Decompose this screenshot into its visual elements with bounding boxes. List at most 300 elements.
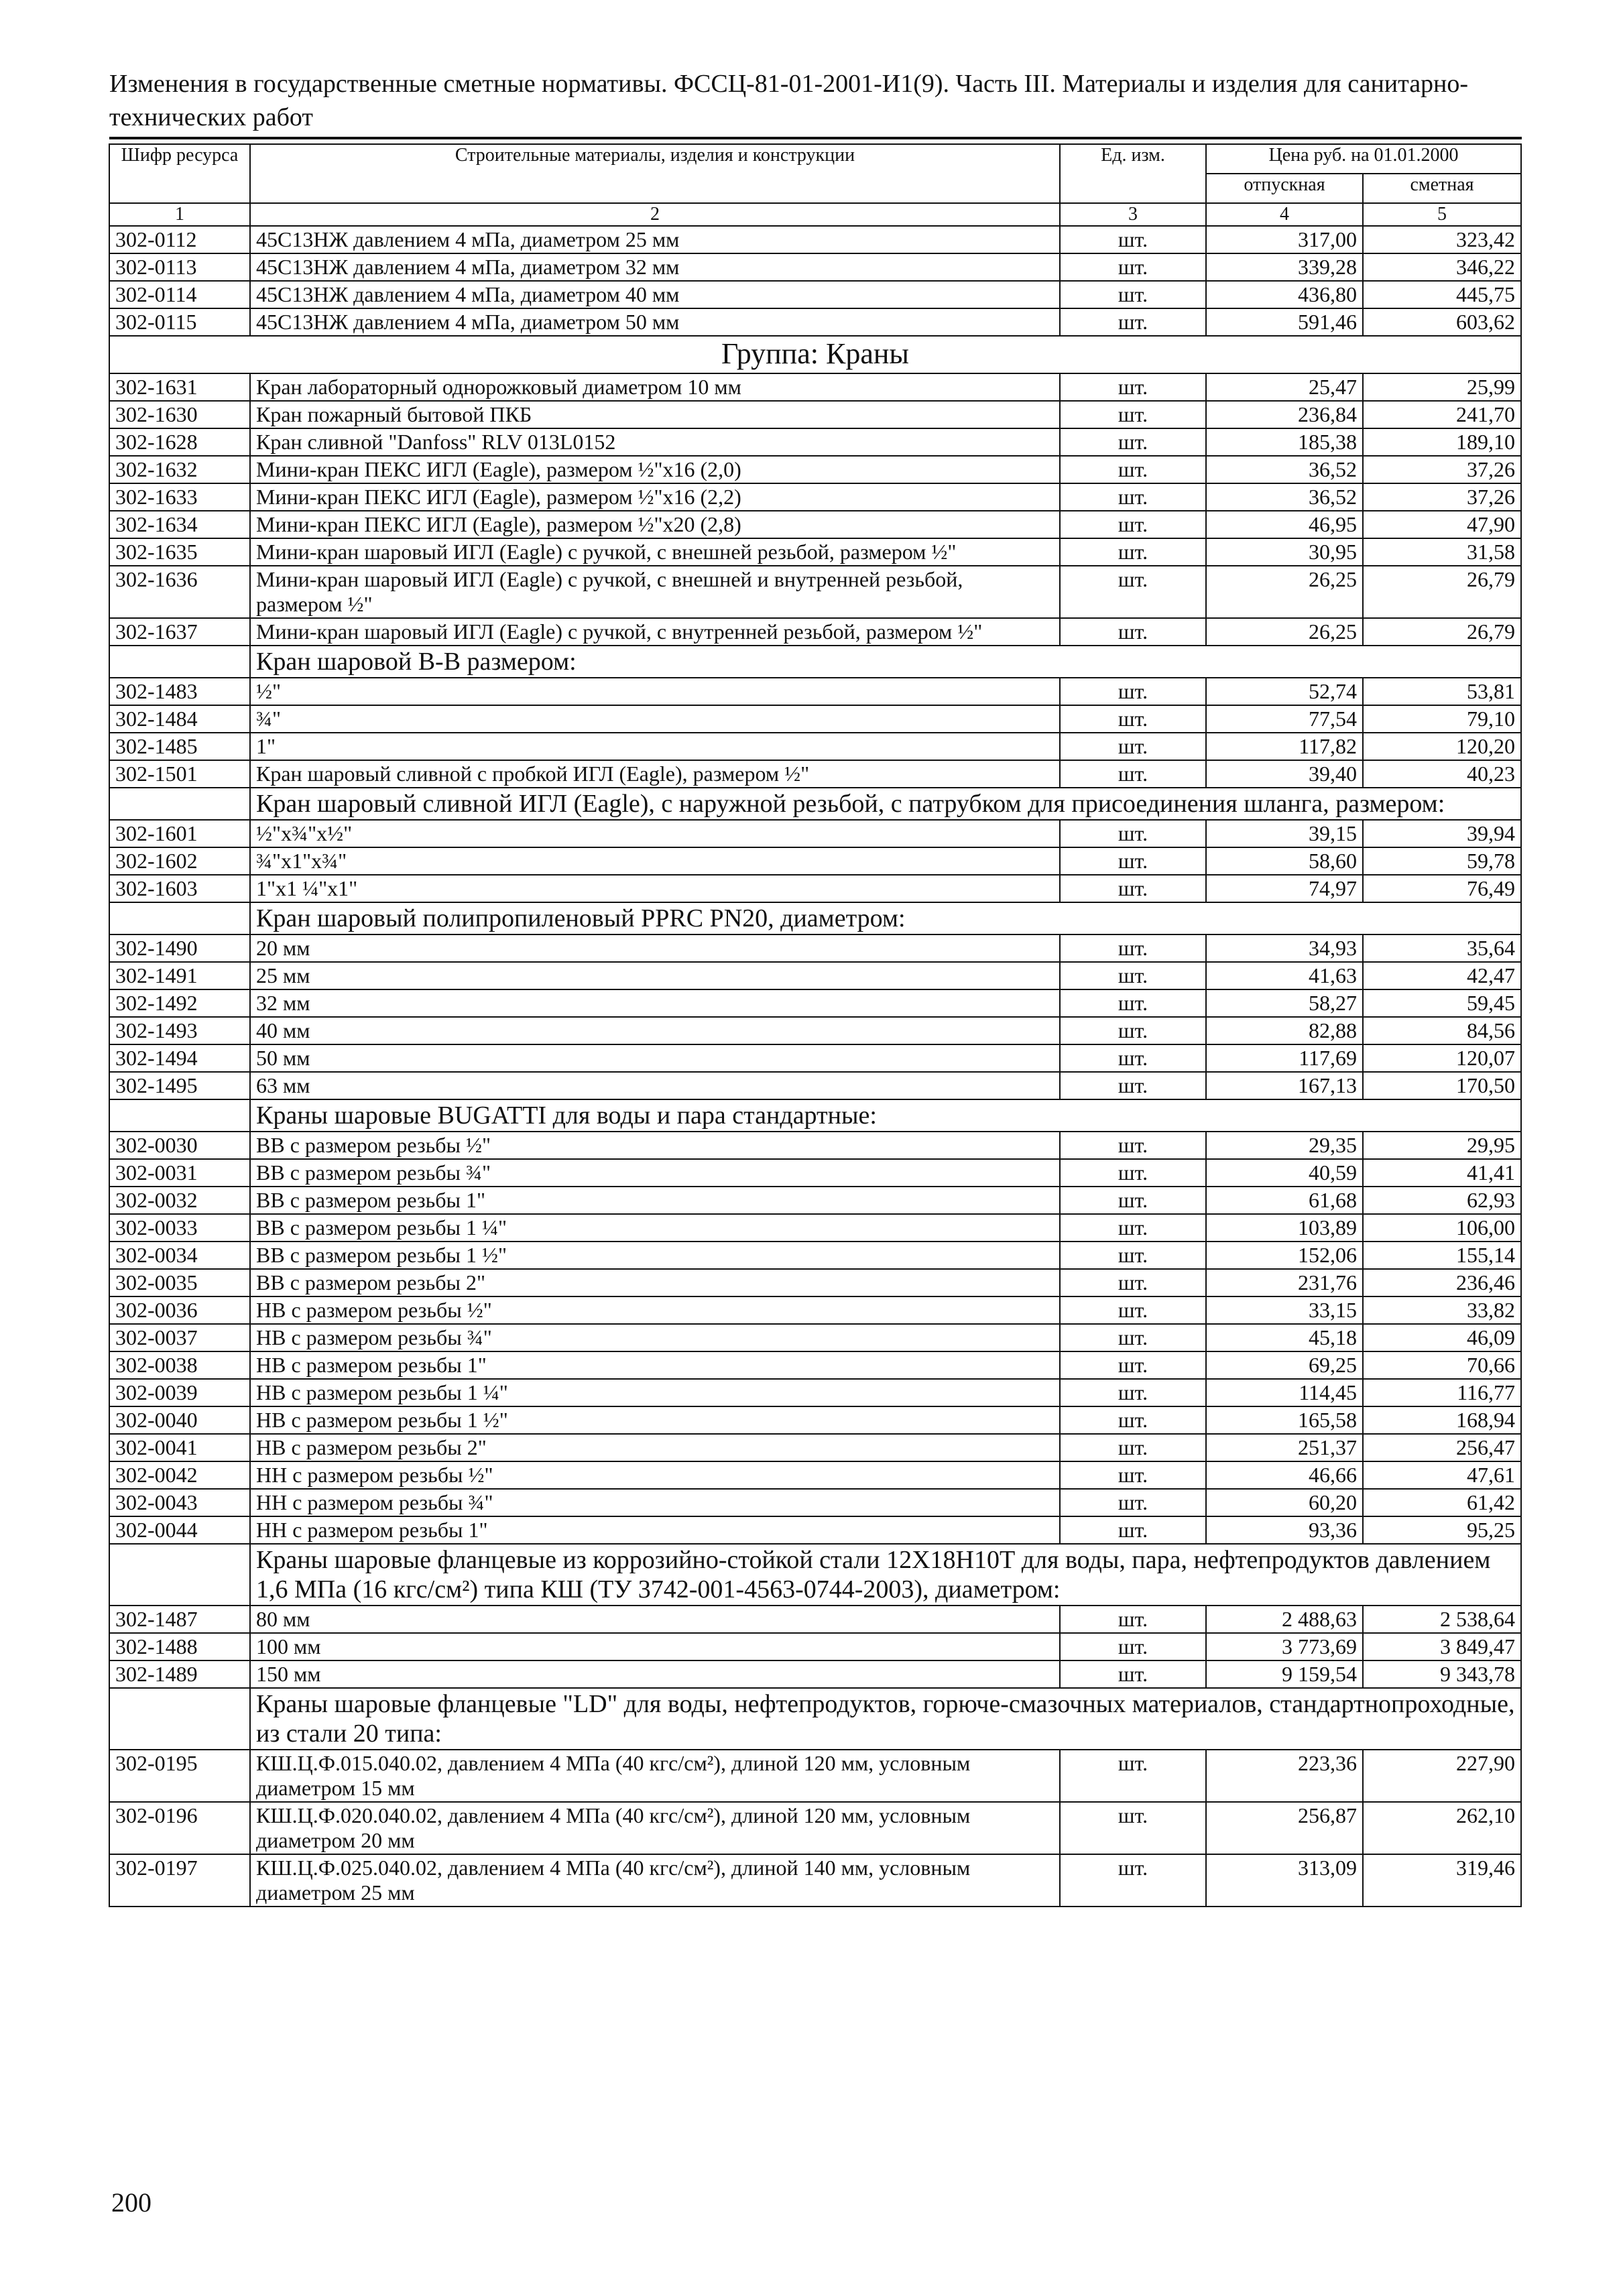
estimate-price-cell: 319,46 [1363,1854,1521,1907]
estimate-price-cell: 37,26 [1363,456,1521,483]
estimate-price-cell: 189,10 [1363,428,1521,456]
material-name-cell: НВ с размером резьбы ½" [250,1296,1060,1324]
material-name-cell: НВ с размером резьбы ¾" [250,1324,1060,1351]
release-price-cell: 9 159,54 [1206,1660,1363,1688]
estimate-price-cell: 120,20 [1363,733,1521,760]
table-row [109,1351,1521,1379]
resource-code-cell: 302-0037 [109,1324,250,1351]
table-row [109,1854,1521,1907]
section-subheading: Кран шаровый сливной ИГЛ (Eagle), с наружной резьбой, с патрубком для присоединения шланга, размером: [250,788,1521,820]
resource-code-cell: 302-1490 [109,934,250,962]
unit-cell: шт. [1060,511,1206,538]
material-name-cell: НН с размером резьбы ½" [250,1461,1060,1489]
resource-code-cell: 302-0113 [109,253,250,281]
table-body [109,678,1521,788]
estimate-price-cell: 170,50 [1363,1072,1521,1099]
section-subheading: Кран шаровый полипропиленовый PPRC PN20, диаметром: [250,902,1521,934]
release-price-cell: 223,36 [1206,1750,1363,1802]
material-name-cell: 150 мм [250,1660,1060,1688]
table-body [109,1132,1521,1544]
release-price-cell: 436,80 [1206,281,1363,308]
unit-cell: шт. [1060,1750,1206,1802]
unit-cell: шт. [1060,875,1206,902]
release-price-cell: 74,97 [1206,875,1363,902]
material-name-cell: ½"х¾"х½" [250,820,1060,847]
material-name-cell: 1" [250,733,1060,760]
material-name-cell: 40 мм [250,1017,1060,1044]
section-subheading: Кран шаровой В-В размером: [250,646,1521,678]
table-row [109,618,1521,646]
section-spacer-cell [109,1099,250,1132]
release-price-cell: 58,60 [1206,847,1363,875]
release-price-cell: 313,09 [1206,1854,1363,1907]
table-row [109,1187,1521,1214]
header-rule [109,137,1522,139]
release-price-cell: 231,76 [1206,1269,1363,1296]
unit-cell: шт. [1060,1017,1206,1044]
estimate-price-cell: 155,14 [1363,1242,1521,1269]
material-name-cell: ВВ с размером резьбы ½" [250,1132,1060,1159]
release-price-cell: 45,18 [1206,1324,1363,1351]
resource-code-cell: 302-1635 [109,538,250,566]
page-header: Изменения в государственные сметные нормативы. ФССЦ-81-01-2001-И1(9). Часть III. Материалы и изделия для санитарно-технических работ [109,70,1469,131]
material-name-cell: Мини-кран ПЕКС ИГЛ (Eagle), размером ½"х20 (2,8) [250,511,1060,538]
table-row [109,308,1521,336]
table-row [109,1214,1521,1242]
estimate-price-cell: 42,47 [1363,962,1521,989]
release-price-cell: 46,95 [1206,511,1363,538]
table-row [109,1606,1521,1633]
resource-code-cell: 302-0039 [109,1379,250,1406]
release-price-cell: 26,25 [1206,566,1363,618]
estimate-price-cell: 346,22 [1363,253,1521,281]
resource-code-cell: 302-1495 [109,1072,250,1099]
group-title: Группа: Краны [109,336,1521,373]
unit-cell: шт. [1060,1187,1206,1214]
estimate-price-cell: 29,95 [1363,1132,1521,1159]
material-name-cell: 1"х1 ¼"х1" [250,875,1060,902]
table-row [109,1044,1521,1072]
release-price-cell: 40,59 [1206,1159,1363,1187]
release-price-cell: 29,35 [1206,1132,1363,1159]
release-price-cell: 46,66 [1206,1461,1363,1489]
unit-cell: шт. [1060,428,1206,456]
table-body [109,1606,1521,1688]
resource-code-cell: 302-0032 [109,1187,250,1214]
table-row [109,483,1521,511]
material-name-cell: НН с размером резьбы 1" [250,1516,1060,1544]
material-name-cell: Мини-кран шаровый ИГЛ (Eagle) с ручкой, с внутренней резьбой, размером ½" [250,618,1060,646]
estimate-price-cell: 47,61 [1363,1461,1521,1489]
table-row [109,1072,1521,1099]
resource-code-cell: 302-0040 [109,1406,250,1434]
material-name-cell: 45С13НЖ давлением 4 мПа, диаметром 40 мм [250,281,1060,308]
table-row [109,456,1521,483]
table-row [109,1516,1521,1544]
release-price-cell: 36,52 [1206,456,1363,483]
unit-cell: шт. [1060,705,1206,733]
estimate-price-cell: 61,42 [1363,1489,1521,1516]
table-row [109,226,1521,253]
resource-code-cell: 302-1628 [109,428,250,456]
col-header-release-price: отпускная [1206,174,1363,203]
table-body [109,1750,1521,1907]
material-name-cell: 50 мм [250,1044,1060,1072]
estimate-price-cell: 59,45 [1363,989,1521,1017]
table-row [109,1489,1521,1516]
resource-code-cell: 302-1494 [109,1044,250,1072]
resource-code-cell: 302-0041 [109,1434,250,1461]
release-price-cell: 61,68 [1206,1187,1363,1214]
material-name-cell: Мини-кран ПЕКС ИГЛ (Eagle), размером ½"х16 (2,0) [250,456,1060,483]
table-row [109,820,1521,847]
material-name-cell: ¾"х1"х¾" [250,847,1060,875]
resource-code-cell: 302-0042 [109,1461,250,1489]
estimate-price-cell: 41,41 [1363,1159,1521,1187]
table-row [109,875,1521,902]
release-price-cell: 117,82 [1206,733,1363,760]
unit-cell: шт. [1060,1072,1206,1099]
resource-code-cell: 302-0044 [109,1516,250,1544]
material-name-cell: 25 мм [250,962,1060,989]
table-body [109,820,1521,902]
unit-cell: шт. [1060,483,1206,511]
table-row [109,428,1521,456]
estimate-price-cell: 35,64 [1363,934,1521,962]
section-subheading: Краны шаровые фланцевые "LD" для воды, нефтепродуктов, горюче-смазочных материалов, стандартнопроходные, из стали 20 типа: [250,1688,1521,1750]
table-row [109,760,1521,788]
estimate-price-cell: 106,00 [1363,1214,1521,1242]
material-name-cell: ВВ с размером резьбы 1 ½" [250,1242,1060,1269]
material-name-cell: ½" [250,678,1060,705]
estimate-price-cell: 241,70 [1363,401,1521,428]
estimate-price-cell: 25,99 [1363,373,1521,401]
col-header-code: Шифр ресурса [109,144,250,203]
table-row [109,281,1521,308]
release-price-cell: 93,36 [1206,1516,1363,1544]
resource-code-cell: 302-0112 [109,226,250,253]
unit-cell: шт. [1060,989,1206,1017]
release-price-cell: 2 488,63 [1206,1606,1363,1633]
estimate-price-cell: 262,10 [1363,1802,1521,1854]
resource-code-cell: 302-0195 [109,1750,250,1802]
unit-cell: шт. [1060,1434,1206,1461]
resource-code-cell: 302-1631 [109,373,250,401]
material-name-cell: КШ.Ц.Ф.025.040.02, давлением 4 МПа (40 кгс/см²), длиной 140 мм, условным диаметром 25 мм [250,1854,1060,1907]
material-name-cell: 80 мм [250,1606,1060,1633]
table-row [109,733,1521,760]
unit-cell: шт. [1060,566,1206,618]
table-row [109,1802,1521,1854]
material-name-cell: НВ с размером резьбы 1" [250,1351,1060,1379]
resource-code-cell: 302-0115 [109,308,250,336]
release-price-cell: 3 773,69 [1206,1633,1363,1660]
estimate-price-cell: 37,26 [1363,483,1521,511]
estimate-price-cell: 59,78 [1363,847,1521,875]
section-spacer-cell [109,788,250,820]
unit-cell: шт. [1060,1132,1206,1159]
unit-cell: шт. [1060,281,1206,308]
estimate-price-cell: 33,82 [1363,1296,1521,1324]
release-price-cell: 69,25 [1206,1351,1363,1379]
release-price-cell: 114,45 [1206,1379,1363,1406]
estimate-price-cell: 168,94 [1363,1406,1521,1434]
release-price-cell: 25,47 [1206,373,1363,401]
material-name-cell: Кран шаровый сливной с пробкой ИГЛ (Eagle), размером ½" [250,760,1060,788]
resource-code-cell: 302-1488 [109,1633,250,1660]
material-name-cell: Мини-кран шаровый ИГЛ (Eagle) с ручкой, с внешней и внутренней резьбой, размером ½" [250,566,1060,618]
column-number: 1 [109,203,250,226]
release-price-cell: 317,00 [1206,226,1363,253]
resource-code-cell: 302-1493 [109,1017,250,1044]
material-name-cell: 20 мм [250,934,1060,962]
resource-code-cell: 302-1633 [109,483,250,511]
column-number: 3 [1060,203,1206,226]
estimate-price-cell: 26,79 [1363,618,1521,646]
unit-cell: шт. [1060,1606,1206,1633]
col-header-name: Строительные материалы, изделия и конструкции [250,144,1060,203]
table-row [109,1017,1521,1044]
material-name-cell: 45С13НЖ давлением 4 мПа, диаметром 32 мм [250,253,1060,281]
table-row [109,1132,1521,1159]
estimate-price-cell: 236,46 [1363,1269,1521,1296]
material-name-cell: НВ с размером резьбы 1 ½" [250,1406,1060,1434]
release-price-cell: 251,37 [1206,1434,1363,1461]
resource-code-cell: 302-1603 [109,875,250,902]
resource-code-cell: 302-1501 [109,760,250,788]
resource-code-cell: 302-1634 [109,511,250,538]
release-price-cell: 152,06 [1206,1242,1363,1269]
table-row [109,1324,1521,1351]
material-name-cell: НВ с размером резьбы 1 ¼" [250,1379,1060,1406]
unit-cell: шт. [1060,1802,1206,1854]
material-name-cell: КШ.Ц.Ф.020.040.02, давлением 4 МПа (40 кгс/см²), длиной 120 мм, условным диаметром 20 мм [250,1802,1060,1854]
estimate-price-cell: 40,23 [1363,760,1521,788]
estimate-price-cell: 53,81 [1363,678,1521,705]
estimate-price-cell: 116,77 [1363,1379,1521,1406]
table-row [109,511,1521,538]
resource-code-cell: 302-1636 [109,566,250,618]
material-name-cell: Мини-кран ПЕКС ИГЛ (Eagle), размером ½"х16 (2,2) [250,483,1060,511]
material-name-cell: 100 мм [250,1633,1060,1660]
release-price-cell: 591,46 [1206,308,1363,336]
material-name-cell: 45С13НЖ давлением 4 мПа, диаметром 50 мм [250,308,1060,336]
table-row [109,253,1521,281]
unit-cell: шт. [1060,1324,1206,1351]
material-name-cell: 63 мм [250,1072,1060,1099]
section-spacer-cell [109,902,250,934]
table-row [109,1633,1521,1660]
section-subheading: Краны шаровые фланцевые из коррозийно-стойкой стали 12Х18Н10Т для воды, пара, нефтепродуктов давлением 1,6 МПа (16 кгс/см²) типа КШ (ТУ 3742-001-4563-0744-2003), диаметром: [250,1544,1521,1606]
unit-cell: шт. [1060,1269,1206,1296]
unit-cell: шт. [1060,1854,1206,1907]
estimate-price-cell: 47,90 [1363,511,1521,538]
table-row [109,1296,1521,1324]
release-price-cell: 117,69 [1206,1044,1363,1072]
table-row [109,1660,1521,1688]
resource-code-cell: 302-0030 [109,1132,250,1159]
resource-code-cell: 302-0043 [109,1489,250,1516]
table-body [109,934,1521,1099]
unit-cell: шт. [1060,962,1206,989]
unit-cell: шт. [1060,1351,1206,1379]
table-row [109,934,1521,962]
resource-code-cell: 302-1637 [109,618,250,646]
section-spacer-cell [109,1688,250,1750]
table-row [109,1406,1521,1434]
release-price-cell: 58,27 [1206,989,1363,1017]
estimate-price-cell: 76,49 [1363,875,1521,902]
material-name-cell: ¾" [250,705,1060,733]
resource-code-cell: 302-1483 [109,678,250,705]
material-name-cell: 45С13НЖ давлением 4 мПа, диаметром 25 мм [250,226,1060,253]
release-price-cell: 39,40 [1206,760,1363,788]
material-name-cell: Кран пожарный бытовой ПКБ [250,401,1060,428]
estimate-price-cell: 445,75 [1363,281,1521,308]
release-price-cell: 82,88 [1206,1017,1363,1044]
estimate-price-cell: 9 343,78 [1363,1660,1521,1688]
unit-cell: шт. [1060,538,1206,566]
release-price-cell: 236,84 [1206,401,1363,428]
release-price-cell: 77,54 [1206,705,1363,733]
estimate-price-cell: 31,58 [1363,538,1521,566]
unit-cell: шт. [1060,1044,1206,1072]
release-price-cell: 26,25 [1206,618,1363,646]
release-price-cell: 34,93 [1206,934,1363,962]
material-name-cell: Кран лабораторный однорожковый диаметром 10 мм [250,373,1060,401]
material-name-cell: 32 мм [250,989,1060,1017]
material-name-cell: ВВ с размером резьбы 1" [250,1187,1060,1214]
unit-cell: шт. [1060,1461,1206,1489]
table-row [109,1242,1521,1269]
unit-cell: шт. [1060,847,1206,875]
table-row [109,1269,1521,1296]
resource-code-cell: 302-0033 [109,1214,250,1242]
table-row [109,1434,1521,1461]
unit-cell: шт. [1060,1214,1206,1242]
section-spacer-cell [109,1544,250,1606]
release-price-cell: 256,87 [1206,1802,1363,1854]
resource-code-cell: 302-1601 [109,820,250,847]
unit-cell: шт. [1060,820,1206,847]
table-row [109,566,1521,618]
release-price-cell: 41,63 [1206,962,1363,989]
resource-code-cell: 302-0196 [109,1802,250,1854]
unit-cell: шт. [1060,1660,1206,1688]
estimate-price-cell: 120,07 [1363,1044,1521,1072]
unit-cell: шт. [1060,1379,1206,1406]
material-name-cell: ВВ с размером резьбы 1 ¼" [250,1214,1060,1242]
table-row [109,1750,1521,1802]
unit-cell: шт. [1060,373,1206,401]
table-body [109,373,1521,646]
table-row [109,1379,1521,1406]
resource-code-cell: 302-1492 [109,989,250,1017]
estimate-price-cell: 70,66 [1363,1351,1521,1379]
unit-cell: шт. [1060,1516,1206,1544]
page-number: 200 [111,2187,152,2218]
unit-cell: шт. [1060,618,1206,646]
unit-cell: шт. [1060,1633,1206,1660]
unit-cell: шт. [1060,456,1206,483]
section-subheading: Краны шаровые BUGATTI для воды и пара стандартные: [250,1099,1521,1132]
unit-cell: шт. [1060,1296,1206,1324]
release-price-cell: 339,28 [1206,253,1363,281]
estimate-price-cell: 256,47 [1363,1434,1521,1461]
release-price-cell: 33,15 [1206,1296,1363,1324]
material-name-cell: НВ с размером резьбы 2" [250,1434,1060,1461]
estimate-price-cell: 84,56 [1363,1017,1521,1044]
release-price-cell: 167,13 [1206,1072,1363,1099]
table-row [109,989,1521,1017]
unit-cell: шт. [1060,1489,1206,1516]
table-row [109,401,1521,428]
resource-code-cell: 302-0034 [109,1242,250,1269]
release-price-cell: 103,89 [1206,1214,1363,1242]
unit-cell: шт. [1060,934,1206,962]
release-price-cell: 52,74 [1206,678,1363,705]
unit-cell: шт. [1060,253,1206,281]
table-body [109,226,1521,336]
estimate-price-cell: 79,10 [1363,705,1521,733]
unit-cell: шт. [1060,401,1206,428]
unit-cell: шт. [1060,226,1206,253]
resource-code-cell: 302-0031 [109,1159,250,1187]
material-name-cell: НН с размером резьбы ¾" [250,1489,1060,1516]
unit-cell: шт. [1060,1406,1206,1434]
release-price-cell: 30,95 [1206,538,1363,566]
unit-cell: шт. [1060,1159,1206,1187]
release-price-cell: 165,58 [1206,1406,1363,1434]
material-name-cell: Мини-кран шаровый ИГЛ (Eagle) с ручкой, с внешней резьбой, размером ½" [250,538,1060,566]
estimate-price-cell: 603,62 [1363,308,1521,336]
release-price-cell: 185,38 [1206,428,1363,456]
col-header-estimate-price: сметная [1363,174,1521,203]
resource-code-cell: 302-1484 [109,705,250,733]
estimate-price-cell: 3 849,47 [1363,1633,1521,1660]
column-number: 4 [1206,203,1363,226]
release-price-cell: 60,20 [1206,1489,1363,1516]
table-row [109,678,1521,705]
material-name-cell: ВВ с размером резьбы ¾" [250,1159,1060,1187]
estimate-price-cell: 95,25 [1363,1516,1521,1544]
table-row [109,847,1521,875]
estimate-price-cell: 26,79 [1363,566,1521,618]
estimate-price-cell: 62,93 [1363,1187,1521,1214]
column-number: 5 [1363,203,1521,226]
unit-cell: шт. [1060,1242,1206,1269]
resource-code-cell: 302-1630 [109,401,250,428]
unit-cell: шт. [1060,308,1206,336]
estimate-price-cell: 46,09 [1363,1324,1521,1351]
price-table [109,143,1522,1907]
table-row [109,962,1521,989]
resource-code-cell: 302-1632 [109,456,250,483]
resource-code-cell: 302-1602 [109,847,250,875]
estimate-price-cell: 323,42 [1363,226,1521,253]
material-name-cell: ВВ с размером резьбы 2" [250,1269,1060,1296]
resource-code-cell: 302-1485 [109,733,250,760]
unit-cell: шт. [1060,760,1206,788]
table-row [109,538,1521,566]
resource-code-cell: 302-1491 [109,962,250,989]
resource-code-cell: 302-0038 [109,1351,250,1379]
column-number: 2 [250,203,1060,226]
resource-code-cell: 302-1487 [109,1606,250,1633]
resource-code-cell: 302-0197 [109,1854,250,1907]
estimate-price-cell: 39,94 [1363,820,1521,847]
resource-code-cell: 302-0035 [109,1269,250,1296]
